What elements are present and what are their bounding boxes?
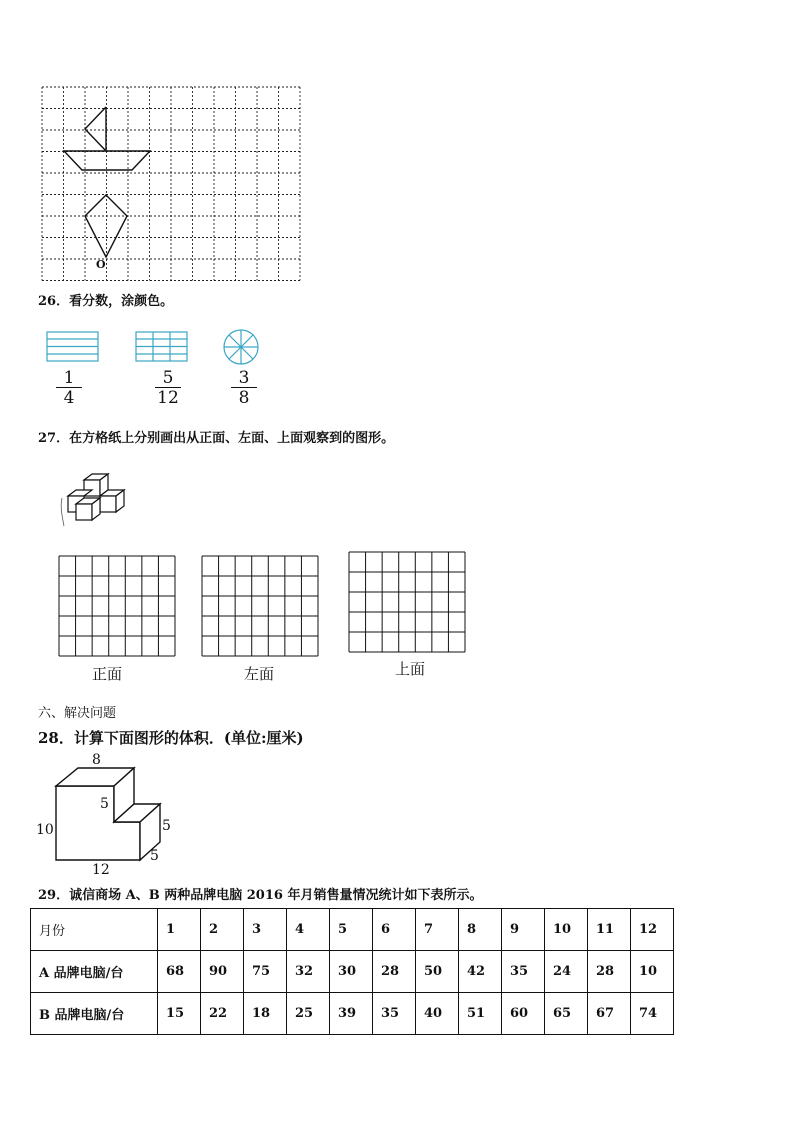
grid-figure-sailboat-kite (40, 85, 304, 283)
table-cell: 75 (244, 951, 287, 993)
fraction-rect-quarters[interactable] (46, 331, 100, 363)
table-cell: 24 (545, 951, 588, 993)
grid-top-view[interactable] (348, 551, 468, 655)
table-cell: 2 (201, 909, 244, 951)
table-cell: 12 (631, 909, 674, 951)
table-cell: 67 (588, 993, 631, 1035)
row-label-brand-a: A 品牌电脑/台 (31, 951, 158, 993)
table-row-brand-b (31, 993, 674, 1035)
table-cell: 42 (459, 951, 502, 993)
table-cell: 35 (373, 993, 416, 1035)
table-cell: 18 (244, 993, 287, 1035)
dim-top: 8 (92, 752, 101, 768)
table-cell: 1 (158, 909, 201, 951)
table-cell: 4 (287, 909, 330, 951)
table-cell: 28 (373, 951, 416, 993)
grid-front-view[interactable] (58, 555, 178, 659)
kite-shape (85, 195, 127, 257)
dim-left: 10 (36, 822, 54, 838)
sail-shape (85, 107, 106, 151)
table-header-label: 月份 (31, 909, 158, 951)
table-cell: 15 (158, 993, 201, 1035)
grid-left-view[interactable] (201, 555, 321, 659)
dim-bottom: 12 (92, 862, 110, 878)
table-cell: 7 (416, 909, 459, 951)
table-cell: 40 (416, 993, 459, 1035)
table-cell: 25 (287, 993, 330, 1035)
q27-title: 27．在方格纸上分别画出从正面、左面、上面观察到的图形。 (38, 431, 395, 446)
fraction-3-8: 3 8 (229, 369, 259, 408)
table-cell: 6 (373, 909, 416, 951)
table-cell: 30 (330, 951, 373, 993)
table-cell: 10 (545, 909, 588, 951)
table-cell: 50 (416, 951, 459, 993)
l-shaped-solid-figure (30, 748, 190, 878)
row-label-brand-b: B 品牌电脑/台 (31, 993, 158, 1035)
origin-label: O (96, 258, 106, 271)
table-cell: 90 (201, 951, 244, 993)
dim-right-lower: 5 (150, 848, 159, 864)
table-cell: 68 (158, 951, 201, 993)
table-cell: 11 (588, 909, 631, 951)
fraction-1-4: 1 4 (54, 369, 84, 408)
q28-title: 28．计算下面图形的体积．(单位:厘米) (38, 729, 304, 747)
table-cell: 5 (330, 909, 373, 951)
table-cell: 8 (459, 909, 502, 951)
table-cell: 10 (631, 951, 674, 993)
fraction-5-12: 5 12 (153, 369, 183, 408)
table-cell: 60 (502, 993, 545, 1035)
fraction-circle-eighths[interactable] (222, 328, 260, 366)
table-cell: 28 (588, 951, 631, 993)
dim-inner: 5 (100, 796, 109, 812)
section-six-heading: 六、解决问题 (38, 706, 117, 721)
table-cell: 32 (287, 951, 330, 993)
table-cell: 22 (201, 993, 244, 1035)
cube-stack-figure (58, 470, 136, 530)
dim-right-upper: 5 (162, 818, 171, 834)
table-cell: 3 (244, 909, 287, 951)
table-cell: 65 (545, 993, 588, 1035)
sales-table (30, 908, 674, 1035)
q26-title: 26．看分数，涂颜色。 (38, 294, 174, 309)
table-row-brand-a (31, 951, 674, 993)
label-left-view: 左面 (244, 665, 275, 683)
table-cell: 74 (631, 993, 674, 1035)
table-cell: 39 (330, 993, 373, 1035)
table-cell: 9 (502, 909, 545, 951)
table-cell: 35 (502, 951, 545, 993)
table-cell: 51 (459, 993, 502, 1035)
q29-title: 29．诚信商场 A、B 两种品牌电脑 2016 年月销售量情况统计如下表所示。 (38, 888, 483, 903)
label-front-view: 正面 (92, 665, 123, 683)
fraction-rect-twelfths[interactable] (135, 331, 190, 363)
boat-hull (64, 151, 150, 170)
table-header-row (31, 909, 674, 951)
label-top-view: 上面 (395, 660, 426, 678)
